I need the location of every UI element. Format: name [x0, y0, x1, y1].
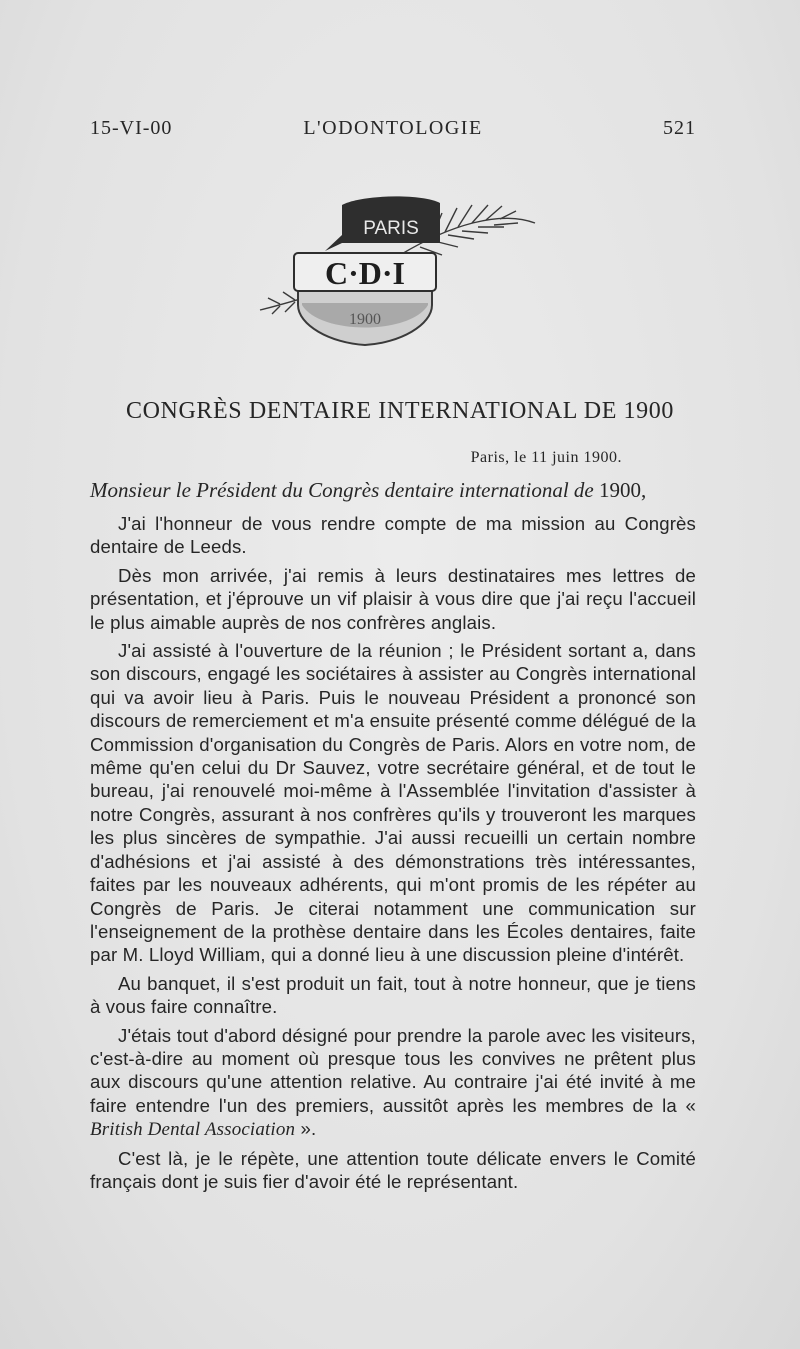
salutation-year: 1900, [599, 478, 647, 502]
association-name: British Dental Association [90, 1119, 296, 1141]
paragraph-text: ». [295, 1118, 317, 1140]
letter-body [90, 512, 696, 1198]
paragraph: J'ai l'honneur de vous rendre compte de ma mission au Congrès dentaire de Leeds. [90, 513, 696, 558]
emblem-banner-text: PARIS [363, 218, 419, 239]
emblem-monogram: C·D·I [324, 255, 406, 291]
article-title: CONGRÈS DENTAIRE INTERNATIONAL DE 1900 [126, 398, 674, 424]
paragraph: C'est là, je le répète, une attention toute délicate envers le Comité français dont je suis fier d'avoir été le représentant. [90, 1147, 696, 1192]
page-number: 521 [663, 117, 696, 139]
paragraph: Au banquet, il s'est produit un fait, tout à notre honneur, que je tiens à vous faire connaître. [90, 972, 696, 1018]
paragraph: Dès mon arrivée, j'ai remis à leurs destinataires mes lettres de présentation, et j'éprouve un vif plaisir à vous dire que j'ai reçu l'accueil le plus aimable auprès de nos confrères anglais. [90, 564, 696, 633]
header-date: 15-VI-00 [90, 117, 173, 139]
letter-date: Paris, le 11 juin 1900. [470, 449, 622, 466]
congress-emblem [250, 185, 540, 350]
paragraph-text: J'étais tout d'abord désigné pour prendre la parole avec les visiteurs, c'est-à-dire au moment où presque tous les convives ne prêtent plus aux discours qu'une attention relative. Au contraire j'ai été invité à me faire entendre l'un des premiers, aussitôt après les membres de la « [90, 1024, 696, 1116]
paragraph: J'ai assisté à l'ouverture de la réunion ; le Président sortant a, dans son discours, engagé les sociétaires à assister au Congrès international qui va avoir lieu à Paris. Puis le nouveau Président a prononcé son discours de remerciement et m'a ensuite présenté comme délégué de la Commission d'organisation du Congrès de Paris. Alors en votre nom, de même qu'en celui du Dr Sauvez, votre secrétaire général, et de tout le bureau, j'ai renouvelé moi-même à l'Assemblée l'invitation d'assister à notre Congrès, assurant à nos confrères qu'ils y trouveront les marques les plus sincères de sympathie. J'ai aussi recueilli un certain nombre d'adhésions et j'ai assisté à des démonstrations très intéressantes, faites par les nouveaux adhérents, qui m'ont promis de les répéter au Congrès de Paris. Je citerai notamment une communication sur l'enseignement de la prothèse dentaire dans les Écoles dentaires, faite par M. Lloyd William, qui a donné lieu à une discussion pleine d'intérêt. [90, 640, 696, 966]
salutation [90, 478, 700, 503]
salutation-text: Monsieur le Président du Congrès dentaire international de [90, 478, 599, 502]
paragraph [90, 1024, 696, 1142]
running-header [90, 117, 696, 147]
emblem-year: 1900 [349, 311, 381, 328]
journal-title: L'ODONTOLOGIE [303, 117, 483, 139]
